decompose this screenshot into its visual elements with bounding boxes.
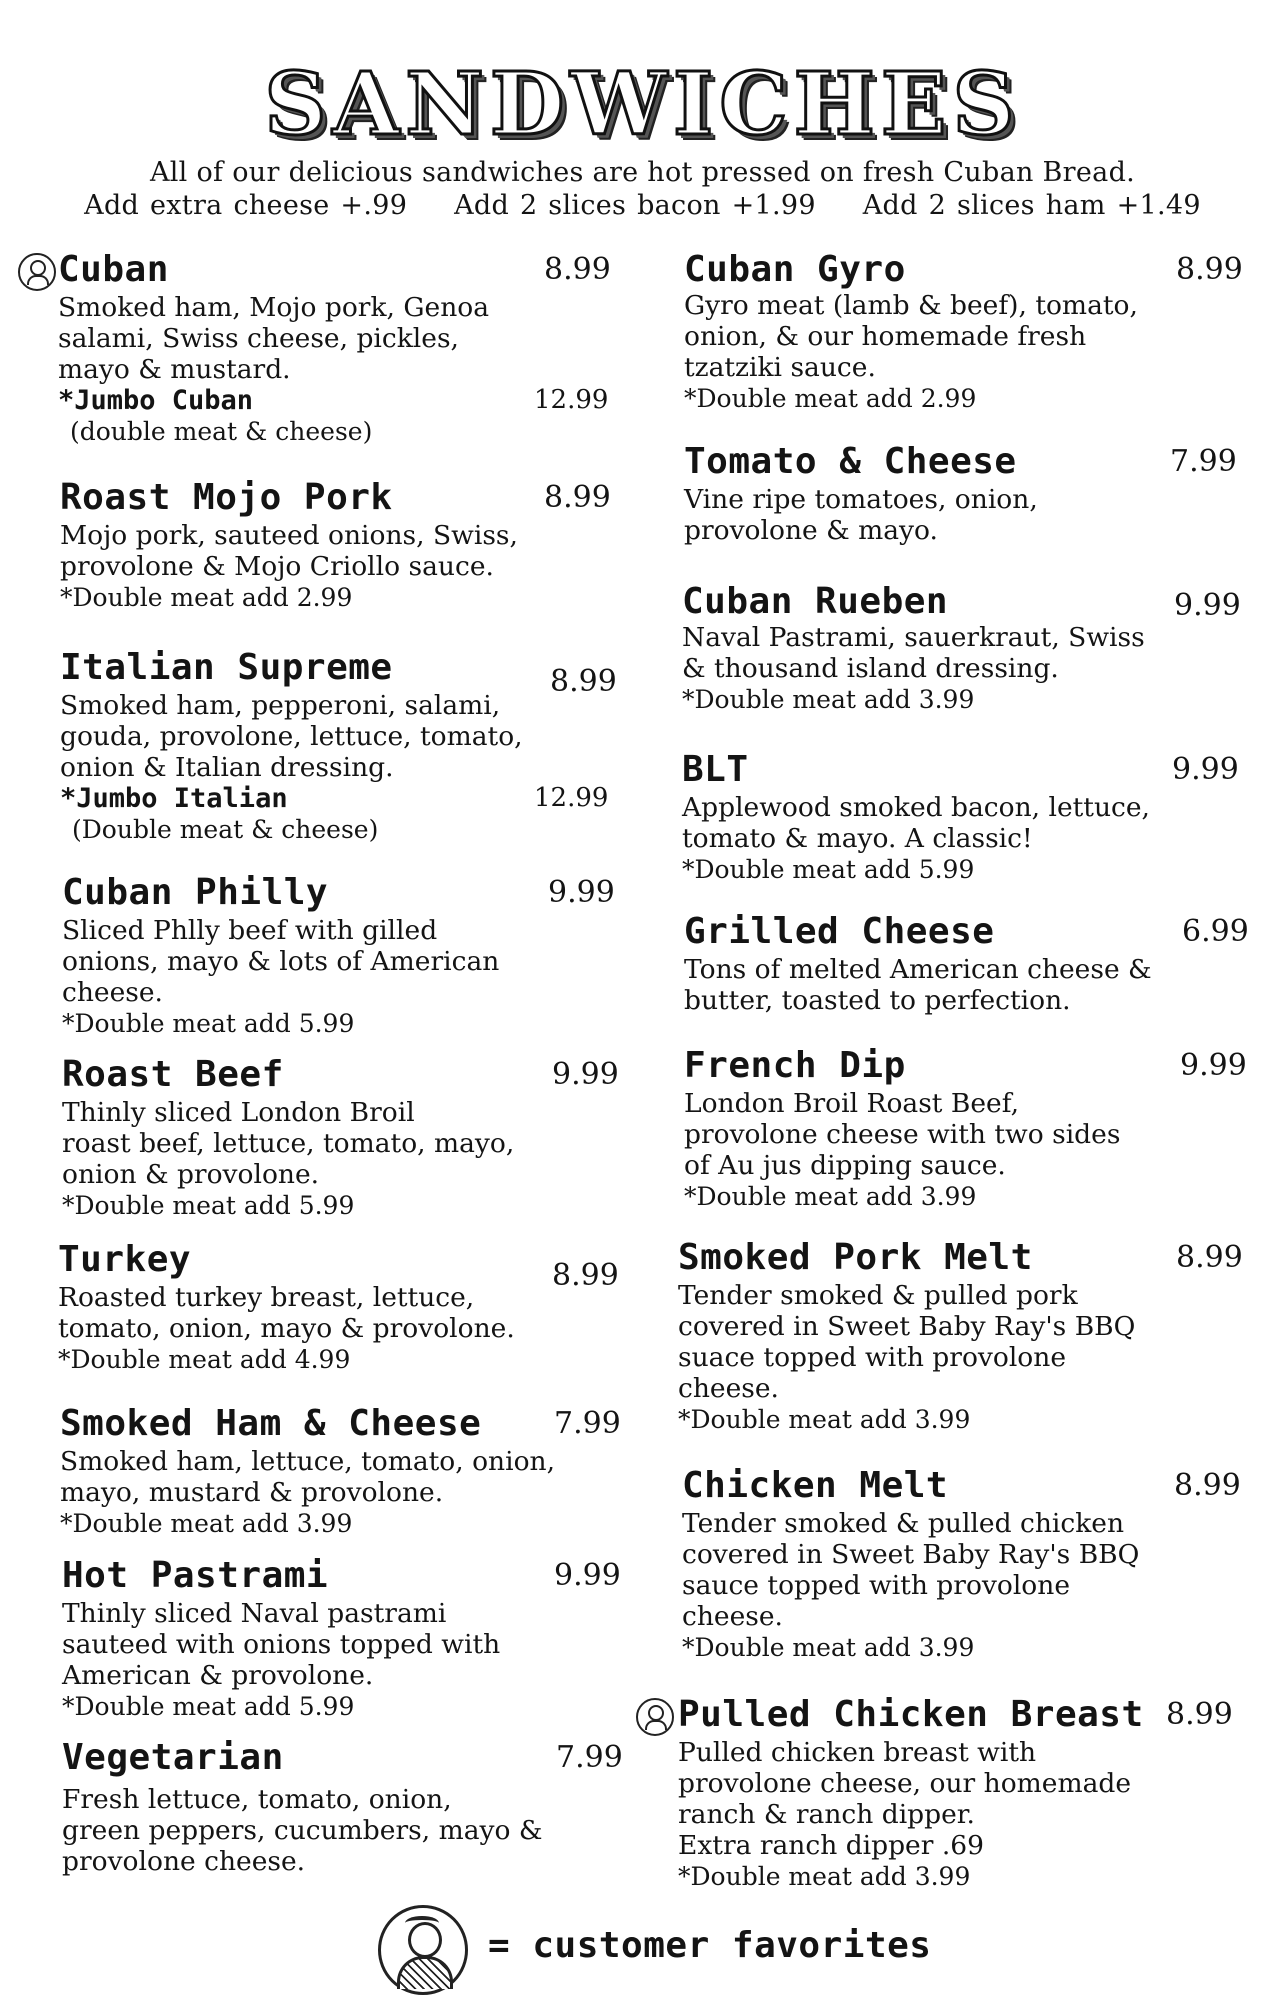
item-price: 6.99 <box>1182 914 1249 949</box>
item-name: Chicken Melt <box>682 1465 949 1506</box>
item-price: 9.99 <box>552 1057 619 1092</box>
legend <box>0 1905 1285 1995</box>
item-price: 8.99 <box>552 1258 619 1293</box>
customer-favorite-icon <box>636 1698 674 1736</box>
item-description: Tender smoked & pulled pork covered in Sweet Baby Ray's BBQ suace topped with provolone cheese. <box>678 1280 1136 1404</box>
customer-favorite-icon <box>378 1905 468 1995</box>
item-note: *Double meat add 3.99 <box>682 685 975 714</box>
item-description: Sliced Phlly beef with gilled onions, mayo & lots of American cheese. <box>62 915 500 1008</box>
menu-item-grilled-cheese <box>684 912 1264 1016</box>
item-price: 7.99 <box>556 1740 623 1775</box>
item-description: Tons of melted American cheese & butter, toasted to perfection. <box>684 954 1152 1016</box>
item-price: 7.99 <box>554 1406 621 1441</box>
menu-item-italian-supreme <box>60 648 620 845</box>
item-name: BLT <box>682 749 749 790</box>
item-price: 9.99 <box>1174 588 1241 623</box>
item-price: 8.99 <box>544 252 611 287</box>
item-price: 9.99 <box>554 1558 621 1593</box>
item-note: *Double meat add 5.99 <box>62 1692 355 1721</box>
item-description: Applewood smoked bacon, lettuce, tomato & mayo. A classic! <box>682 792 1150 854</box>
menu-item-cuban-rueben <box>682 582 1262 715</box>
item-note: *Double meat add 5.99 <box>682 855 975 884</box>
menu-item-french-dip <box>684 1046 1264 1212</box>
item-note: *Double meat add 3.99 <box>678 1862 971 1891</box>
item-description: Smoked ham, pepperoni, salami, gouda, provolone, lettuce, tomato, onion & Italian dressing. <box>60 690 523 783</box>
item-name: Cuban Rueben <box>682 581 949 622</box>
item-description: Thinly sliced London Broil roast beef, lettuce, tomato, mayo, onion & provolone. <box>62 1097 515 1190</box>
legend-text: = customer favorites <box>488 1925 932 1966</box>
menu-item-smoked-pork-melt <box>678 1238 1262 1435</box>
item-name: Turkey <box>58 1239 192 1280</box>
item-price: 8.99 <box>1176 1240 1243 1275</box>
item-note: *Double meat add 3.99 <box>684 1182 977 1211</box>
item-note: *Double meat add 5.99 <box>62 1009 355 1038</box>
item-description: Tender smoked & pulled chicken covered in Sweet Baby Ray's BBQ sauce topped with provolone cheese. <box>682 1508 1140 1632</box>
item-description: London Broil Roast Beef, provolone cheese with two sides of Au jus dipping sauce. <box>684 1088 1121 1181</box>
item-description: Pulled chicken breast with provolone cheese, our homemade ranch & ranch dipper. Extra ranch dipper .69 <box>678 1737 1132 1861</box>
menu-item-cuban-gyro <box>684 250 1264 414</box>
item-description: Thinly sliced Naval pastrami sauteed with onions topped with American & provolone. <box>62 1598 501 1691</box>
item-variant: *Jumbo Italian 12.99 <box>60 783 609 814</box>
menu-item-hot-pastrami <box>62 1556 622 1722</box>
item-name: Smoked Pork Melt <box>678 1237 1033 1278</box>
item-description: Smoked ham, Mojo pork, Genoa salami, Swiss cheese, pickles, mayo & mustard. <box>58 292 490 385</box>
addon-bacon: Add 2 slices bacon +1.99 <box>454 190 816 221</box>
menu-item-roast-beef <box>62 1054 619 1221</box>
item-price: 9.99 <box>548 875 615 910</box>
menu-item-blt <box>682 750 1262 885</box>
item-variant-note: (double meat & cheese) <box>70 417 373 446</box>
addon-ham: Add 2 slices ham +1.49 <box>862 190 1201 221</box>
item-name: Cuban <box>58 249 169 290</box>
item-description: Vine ripe tomatoes, onion, provolone & mayo. <box>684 484 1038 546</box>
item-description: Fresh lettuce, tomato, onion, green peppers, cucumbers, mayo & provolone cheese. <box>62 1784 543 1877</box>
page-title: SANDWICHES <box>264 54 1021 155</box>
item-variant-note: (Double meat & cheese) <box>72 815 379 844</box>
menu-item-vegetarian <box>62 1738 622 1877</box>
menu-item-cuban <box>58 249 611 447</box>
menu-item-tomato-cheese <box>684 442 1264 546</box>
menu-item-chicken-melt <box>682 1466 1262 1663</box>
item-description: Roasted turkey breast, lettuce, tomato, onion, mayo & provolone. <box>58 1282 515 1344</box>
item-price: 8.99 <box>544 480 611 515</box>
menu-item-cuban-philly <box>62 872 615 1039</box>
item-description: Naval Pastrami, sauerkraut, Swiss & thousand island dressing. <box>682 622 1145 684</box>
menu-item-smoked-ham-cheese <box>60 1404 620 1539</box>
customer-favorite-icon <box>18 253 56 291</box>
item-description: Smoked ham, lettuce, tomato, onion, mayo, mustard & provolone. <box>60 1446 556 1508</box>
item-note: *Double meat add 4.99 <box>58 1345 351 1374</box>
item-name: Hot Pastrami <box>62 1555 329 1596</box>
item-price: 7.99 <box>1170 444 1237 479</box>
item-variant: *Jumbo Cuban 12.99 <box>58 385 609 416</box>
item-name: French Dip <box>684 1045 906 1086</box>
item-name: Cuban Gyro <box>684 249 906 290</box>
item-description: Gyro meat (lamb & beef), tomato, onion, & our homemade fresh tzatziki sauce. <box>684 290 1138 383</box>
item-name: Cuban Philly <box>62 872 329 913</box>
menu-item-turkey <box>58 1240 618 1375</box>
item-note: *Double meat add 5.99 <box>62 1191 355 1220</box>
item-note: *Double meat add 2.99 <box>60 583 353 612</box>
intro-text: All of our delicious sandwiches are hot pressed on fresh Cuban Bread. <box>149 157 1136 188</box>
item-name: Grilled Cheese <box>684 911 995 952</box>
item-description: Mojo pork, sauteed onions, Swiss, provolone & Mojo Criollo sauce. <box>60 520 518 582</box>
item-price: 9.99 <box>1180 1048 1247 1083</box>
item-price: 8.99 <box>1166 1697 1233 1732</box>
item-name: Roast Beef <box>62 1054 284 1095</box>
item-name: Vegetarian <box>62 1737 284 1778</box>
item-note: *Double meat add 3.99 <box>678 1405 971 1434</box>
item-name: Tomato & Cheese <box>684 441 1017 482</box>
menu-item-pulled-chicken-breast <box>678 1695 1268 1892</box>
item-note: *Double meat add 2.99 <box>684 384 977 413</box>
addons-line <box>0 190 1285 221</box>
item-price: 9.99 <box>1172 752 1239 787</box>
item-name: Roast Mojo Pork <box>60 477 393 518</box>
item-name: Pulled Chicken Breast <box>678 1694 1144 1735</box>
item-price: 8.99 <box>550 664 617 699</box>
item-price: 8.99 <box>1176 252 1243 287</box>
item-note: *Double meat add 3.99 <box>60 1509 353 1538</box>
item-name: Italian Supreme <box>60 647 393 688</box>
item-name: Smoked Ham & Cheese <box>60 1403 482 1444</box>
menu-item-roast-mojo-pork <box>60 478 610 613</box>
addon-cheese: Add extra cheese +.99 <box>84 190 408 221</box>
item-price: 8.99 <box>1174 1468 1241 1503</box>
item-note: *Double meat add 3.99 <box>682 1633 975 1662</box>
